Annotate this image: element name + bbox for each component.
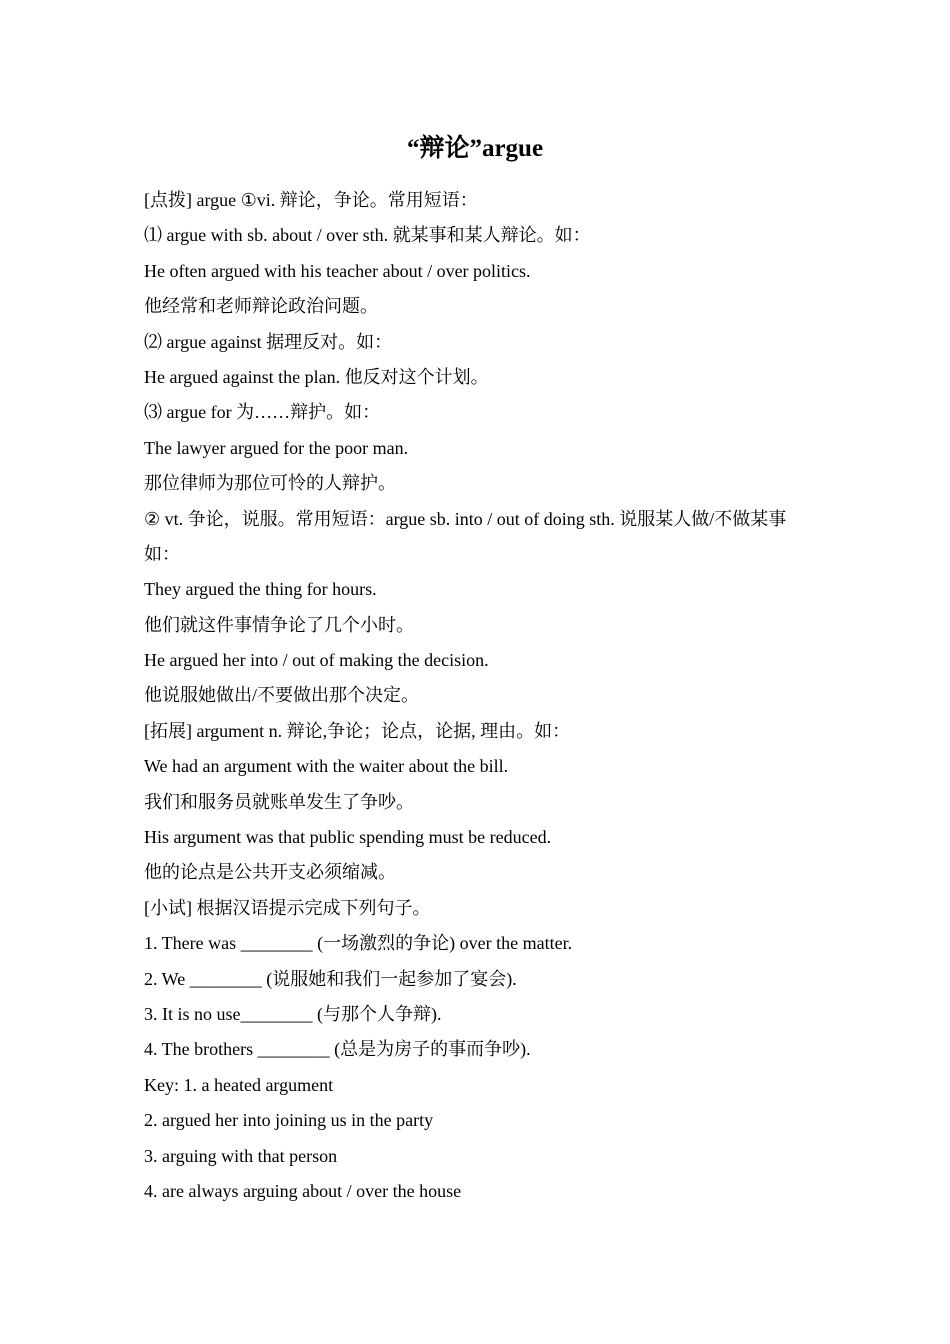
text-line: [点拨] argue ①vi. 辩论，争论。常用短语： — [144, 190, 478, 210]
text-line: ② vt. 争论，说服。常用短语：argue sb. into / out of doing sth. 说服某人做/不做某事 — [144, 508, 787, 529]
text-line: 2. argued her into joining us in the party — [144, 1110, 434, 1131]
text-line: ⑴ argue with sb. about / over sth. 就某事和某人辩论。如： — [144, 225, 591, 246]
page-title: “辩论”argue — [406, 135, 544, 162]
text-line: ⑵ argue against 据理反对。如： — [144, 331, 393, 352]
text-line: He argued her into / out of making the decision. — [144, 650, 489, 671]
text-line: 1. There was ________ (一场激烈的争论) over the matter. — [144, 933, 573, 954]
text-line: ⑶ argue for 为……辩护。如： — [144, 402, 381, 423]
text-line: 他们就这件事情争论了几个小时。 — [144, 614, 414, 635]
text-line: His argument was that public spending must be reduced. — [144, 827, 552, 848]
text-line: [拓展] argument n. 辩论,争论；论点，论据, 理由。如： — [144, 720, 571, 741]
text-line: 3. It is no use________ (与那个人争辩). — [144, 1003, 442, 1024]
text-line: [小试] 根据汉语提示完成下列句子。 — [144, 897, 431, 918]
text-line: 我们和服务员就账单发生了争吵。 — [144, 791, 414, 812]
text-line: 他说服她做出/不要做出那个决定。 — [144, 685, 419, 706]
text-line: 他经常和老师辩论政治问题。 — [144, 296, 378, 317]
text-line: We had an argument with the waiter about the bill. — [144, 756, 509, 777]
text-line: 他的论点是公共开支必须缩减。 — [144, 862, 396, 883]
text-line: He argued against the plan. 他反对这个计划。 — [144, 366, 489, 387]
text-line: 3. arguing with that person — [144, 1145, 338, 1166]
text-line: 那位律师为那位可怜的人辩护。 — [144, 473, 396, 494]
text-line: 4. The brothers ________ (总是为房子的事而争吵). — [144, 1039, 531, 1060]
text-line: Key: 1. a heated argument — [144, 1074, 334, 1095]
text-line: He often argued with his teacher about / over politics. — [144, 260, 531, 281]
text-line: The lawyer argued for the poor man. — [144, 437, 409, 458]
text-line: They argued the thing for hours. — [144, 579, 377, 600]
document-body — [144, 183, 824, 1209]
text-line: 4. are always arguing about / over the house — [144, 1180, 462, 1201]
text-line: 2. We ________ (说服她和我们一起参加了宴会). — [144, 968, 517, 989]
text-line: 如： — [144, 543, 180, 564]
